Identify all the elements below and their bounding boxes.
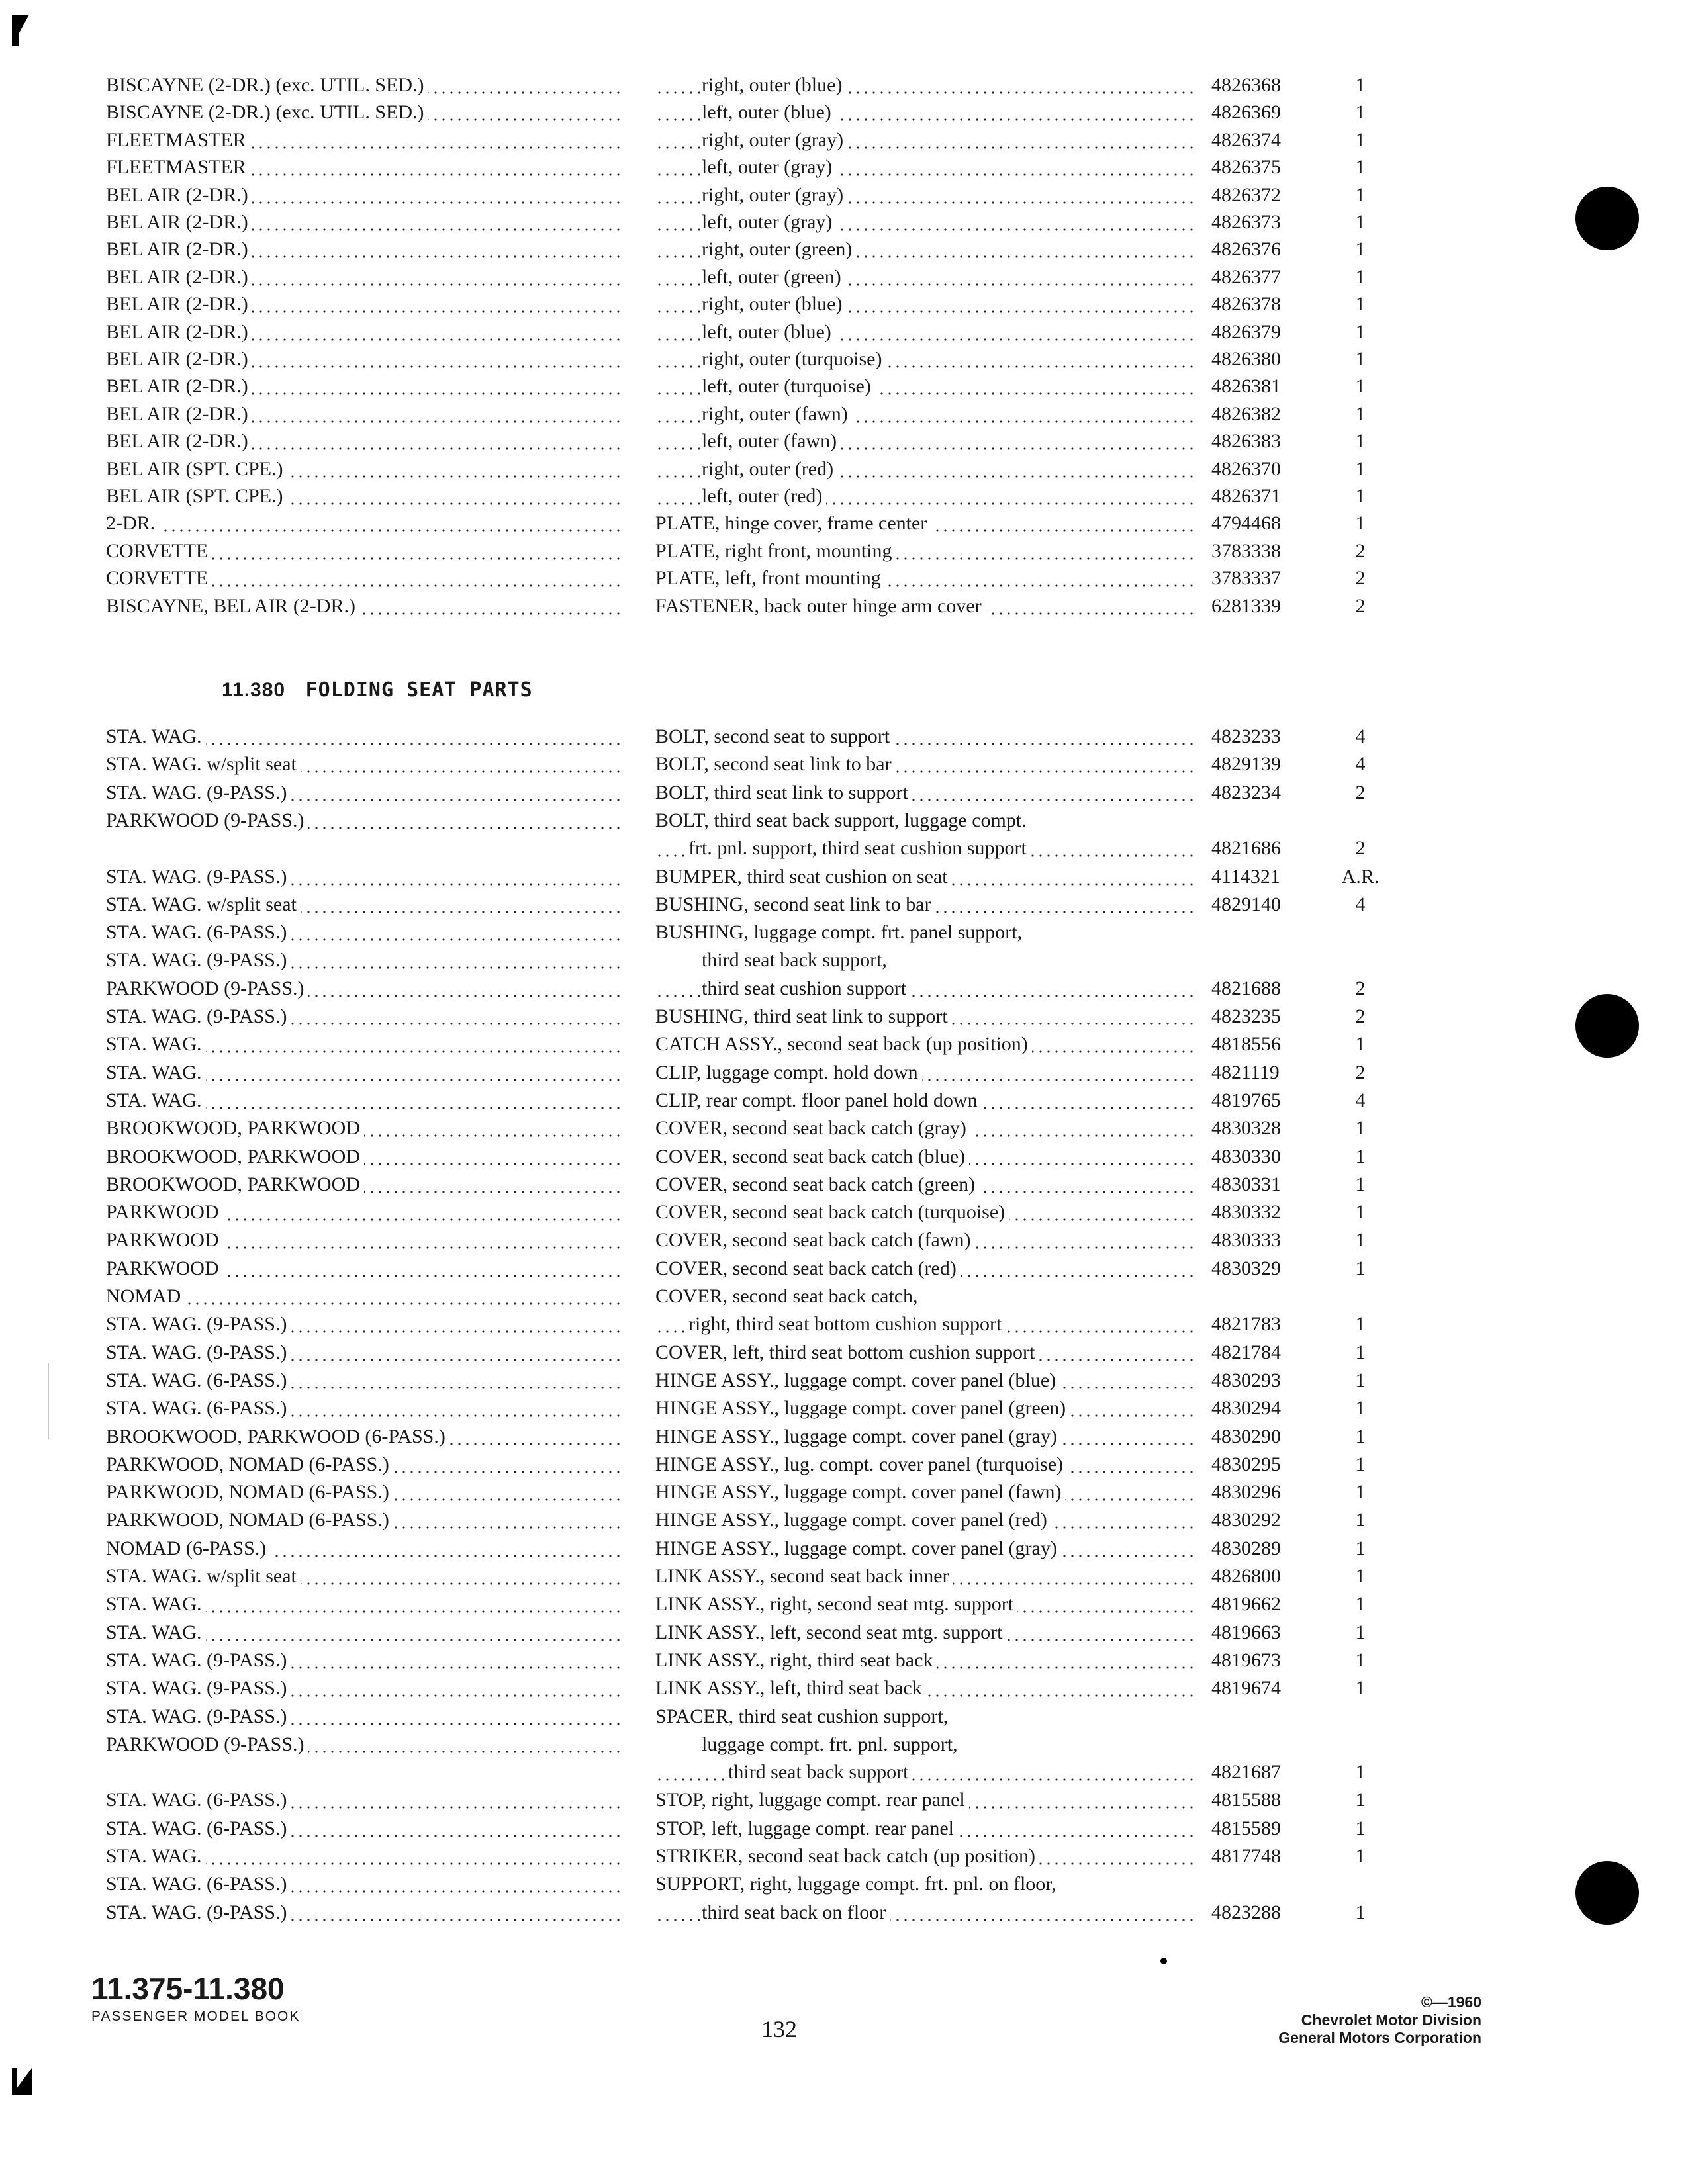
part-number-cell: 4819673 (1211, 1649, 1281, 1671)
page-number: 132 (761, 2016, 797, 2042)
description-cell: COVER, second seat back catch (fawn) (655, 1226, 1198, 1254)
model-cell: FLEETMASTER (106, 126, 622, 154)
quantity-cell: 1 (1355, 512, 1366, 535)
part-number-cell: 4826372 (1211, 183, 1281, 206)
model-cell: PARKWOOD, NOMAD (6-PASS.) (106, 1451, 622, 1479)
part-number-cell: 4826380 (1211, 348, 1281, 370)
description-cell: COVER, second seat back catch, (655, 1285, 918, 1307)
description-cell: HINGE ASSY., lug. compt. cover panel (turquoise) (655, 1451, 1198, 1479)
quantity-cell: 1 (1355, 430, 1366, 453)
quantity-cell: 2 (1355, 567, 1366, 590)
part-number-cell: 4815588 (1211, 1789, 1281, 1811)
quantity-cell: 1 (1355, 74, 1366, 96)
description-cell: STOP, left, luggage compt. rear panel (655, 1815, 1198, 1843)
quantity-cell: 4 (1355, 1089, 1366, 1111)
quantity-cell: 1 (1355, 238, 1366, 261)
description-cell: right, outer (green) (655, 236, 1198, 263)
part-number-cell: 4823288 (1211, 1901, 1281, 1923)
quantity-cell: 1 (1355, 128, 1366, 151)
part-number-cell: 4821119 (1211, 1061, 1280, 1083)
description-cell: left, outer (gray) (655, 208, 1198, 236)
quantity-cell: 4 (1355, 893, 1366, 915)
quantity-cell: 1 (1355, 1425, 1366, 1447)
description-cell: STRIKER, second seat back catch (up position) (655, 1843, 1198, 1870)
part-number-cell (1211, 1703, 1324, 1731)
quantity-cell (1331, 807, 1390, 835)
quantity-cell: A.R. (1341, 865, 1380, 887)
part-number-cell: 4823234 (1211, 781, 1281, 803)
description-cell: third seat back on floor (655, 1899, 1198, 1927)
description-cell: COVER, left, third seat bottom cushion support (655, 1339, 1198, 1367)
part-number-cell: 4826370 (1211, 457, 1281, 480)
description-cell: luggage compt. frt. pnl. support, (702, 1733, 958, 1755)
quantity-cell: 1 (1355, 485, 1366, 507)
quantity-cell (1331, 1283, 1390, 1310)
part-number-cell: 4821783 (1211, 1313, 1281, 1336)
quantity-cell: 1 (1355, 1537, 1366, 1559)
model-cell: STA. WAG. (9-PASS.) (106, 1674, 622, 1702)
quantity-cell: 1 (1355, 1397, 1366, 1420)
model-cell: STA. WAG. w/split seat (106, 751, 622, 778)
description-cell: COVER, second seat back catch (green) (655, 1171, 1198, 1199)
part-number-cell: 4826374 (1211, 128, 1281, 151)
model-cell: BEL AIR (2-DR.) (106, 291, 622, 318)
description-cell: right, outer (blue) (655, 291, 1198, 318)
part-number-cell: 6281339 (1211, 594, 1281, 617)
model-cell: BISCAYNE (2-DR.) (exc. UTIL. SED.) (106, 71, 622, 99)
quantity-cell: 2 (1355, 1005, 1366, 1027)
quantity-cell: 1 (1355, 375, 1366, 398)
model-cell: BEL AIR (2-DR.) (106, 428, 622, 455)
quantity-cell: 1 (1355, 457, 1366, 480)
model-cell: PARKWOOD (9-PASS.) (106, 1731, 622, 1758)
quantity-cell: 1 (1355, 101, 1366, 124)
quantity-cell: 1 (1355, 1033, 1366, 1056)
model-cell: BISCAYNE, BEL AIR (2-DR.) (106, 592, 622, 620)
description-cell: right, outer (turquoise) (655, 345, 1198, 373)
model-cell: STA. WAG. (6-PASS.) (106, 1367, 622, 1394)
description-cell: BUSHING, luggage compt. frt. panel support, (655, 921, 1023, 944)
quantity-cell: 1 (1355, 402, 1366, 425)
model-cell: BEL AIR (2-DR.) (106, 208, 622, 236)
quantity-cell: 1 (1355, 1761, 1366, 1784)
model-cell: STA. WAG. w/split seat (106, 1563, 622, 1590)
model-cell: BROOKWOOD, PARKWOOD (106, 1115, 622, 1142)
part-number-cell: 4830290 (1211, 1425, 1281, 1447)
quantity-cell: 1 (1355, 1201, 1366, 1224)
quantity-cell: 2 (1355, 594, 1366, 617)
model-cell: STA. WAG. (9-PASS.) (106, 1703, 622, 1731)
quantity-cell: 1 (1355, 320, 1366, 343)
part-number-cell: 4830289 (1211, 1537, 1281, 1559)
model-cell: BEL AIR (SPT. CPE.) (106, 455, 622, 483)
description-cell: left, outer (gray) (655, 154, 1198, 181)
part-number-cell: 4819765 (1211, 1089, 1281, 1111)
model-cell: PARKWOOD (106, 1255, 622, 1283)
description-cell: SPACER, third seat cushion support, (655, 1705, 949, 1727)
description-cell: left, outer (turquoise) (655, 373, 1198, 400)
description-cell: LINK ASSY., right, second seat mtg. support (655, 1590, 1198, 1618)
model-cell: FLEETMASTER (106, 154, 622, 181)
model-cell: STA. WAG. (9-PASS.) (106, 1339, 622, 1367)
footer-book-name: PASSENGER MODEL BOOK (91, 2009, 301, 2024)
quantity-cell: 2 (1355, 977, 1366, 999)
quantity-cell (1331, 946, 1390, 974)
description-cell: FASTENER, back outer hinge arm cover (655, 592, 1198, 620)
part-number-cell: 4830329 (1211, 1257, 1281, 1279)
part-number-cell: 4830296 (1211, 1481, 1281, 1504)
description-cell: BOLT, second seat link to bar (655, 751, 1198, 778)
model-cell: BEL AIR (2-DR.) (106, 373, 622, 400)
part-number-cell: 4830328 (1211, 1117, 1281, 1140)
description-cell: HINGE ASSY., luggage compt. cover panel (green) (655, 1394, 1198, 1422)
part-number-cell: 4826369 (1211, 101, 1281, 124)
model-cell: STA. WAG. (9-PASS.) (106, 1647, 622, 1674)
description-cell: HINGE ASSY., luggage compt. cover panel (red) (655, 1506, 1198, 1534)
model-cell: BEL AIR (2-DR.) (106, 318, 622, 346)
part-number-cell: 4821688 (1211, 977, 1281, 999)
quantity-cell: 1 (1355, 1593, 1366, 1615)
part-number-cell: 4829139 (1211, 753, 1281, 776)
part-number-cell: 4826376 (1211, 238, 1281, 261)
scan-scratch (48, 1363, 49, 1439)
model-cell: BROOKWOOD, PARKWOOD (106, 1143, 622, 1171)
model-cell: STA. WAG. (9-PASS.) (106, 946, 622, 974)
quantity-cell: 1 (1355, 1621, 1366, 1643)
part-number-cell: 3783338 (1211, 539, 1281, 562)
part-number-cell: 4830332 (1211, 1201, 1281, 1224)
model-cell: STA. WAG. (106, 1030, 622, 1058)
part-number-cell: 4826383 (1211, 430, 1281, 453)
description-cell: right, outer (gray) (655, 181, 1198, 209)
model-cell: PARKWOOD (9-PASS.) (106, 975, 622, 1003)
part-number-cell: 4819674 (1211, 1677, 1281, 1700)
model-cell: PARKWOOD (9-PASS.) (106, 807, 622, 835)
part-number-cell: 4817748 (1211, 1845, 1281, 1867)
model-cell: STA. WAG. (6-PASS.) (106, 919, 622, 946)
description-cell: frt. pnl. support, third seat cushion support (655, 835, 1198, 862)
part-number-cell: 4826377 (1211, 265, 1281, 288)
part-number-cell: 4830330 (1211, 1145, 1281, 1167)
quantity-cell: 1 (1355, 211, 1366, 233)
part-number-cell (1211, 1731, 1324, 1758)
registration-mark-bottom-left (12, 2068, 32, 2095)
part-number-cell (1211, 946, 1324, 974)
part-number-cell: 4821687 (1211, 1761, 1281, 1784)
description-cell: LINK ASSY., right, third seat back (655, 1647, 1198, 1674)
model-cell: STA. WAG. (106, 1087, 622, 1115)
part-number-cell: 4826379 (1211, 320, 1281, 343)
description-cell: right, outer (fawn) (655, 400, 1198, 428)
part-number-cell: 4819663 (1211, 1621, 1281, 1643)
part-number-cell: 4830293 (1211, 1369, 1281, 1391)
description-cell: COVER, second seat back catch (turquoise) (655, 1199, 1198, 1226)
quantity-cell: 1 (1355, 1453, 1366, 1475)
part-number-cell: 4815589 (1211, 1817, 1281, 1839)
description-cell: right, outer (blue) (655, 71, 1198, 99)
description-cell: left, outer (blue) (655, 99, 1198, 126)
part-number-cell: 4826382 (1211, 402, 1281, 425)
quantity-cell: 1 (1355, 1649, 1366, 1671)
model-cell: PARKWOOD, NOMAD (6-PASS.) (106, 1506, 622, 1534)
model-cell: STA. WAG. (9-PASS.) (106, 863, 622, 891)
copyright-division: Chevrolet Motor Division (1301, 2011, 1481, 2028)
model-cell: NOMAD (6-PASS.) (106, 1535, 622, 1563)
part-number-cell: 4114321 (1211, 865, 1280, 887)
description-cell: left, outer (fawn) (655, 428, 1198, 455)
description-cell: PLATE, right front, mounting (655, 537, 1198, 565)
model-cell: BEL AIR (2-DR.) (106, 400, 622, 428)
model-cell: 2-DR. (106, 510, 622, 537)
binder-hole-top (1575, 187, 1639, 250)
description-cell: BOLT, second seat to support (655, 723, 1198, 751)
description-cell: PLATE, hinge cover, frame center (655, 510, 1198, 537)
model-cell: NOMAD (106, 1283, 622, 1310)
model-cell: CORVETTE (106, 537, 622, 565)
description-cell: COVER, second seat back catch (gray) (655, 1115, 1198, 1142)
quantity-cell: 1 (1355, 1565, 1366, 1587)
quantity-cell: 1 (1355, 265, 1366, 288)
part-number-cell (1211, 1283, 1324, 1310)
binder-hole-bottom (1575, 1861, 1639, 1925)
description-cell: BOLT, third seat back support, luggage compt. (655, 809, 1027, 831)
model-cell: BROOKWOOD, PARKWOOD (6-PASS.) (106, 1423, 622, 1451)
model-cell: STA. WAG. (6-PASS.) (106, 1815, 622, 1843)
quantity-cell: 2 (1355, 539, 1366, 562)
part-number-cell: 4823235 (1211, 1005, 1281, 1027)
section-number: 11.380 (222, 679, 286, 701)
quantity-cell: 1 (1355, 1229, 1366, 1251)
quantity-cell: 1 (1355, 1509, 1366, 1531)
model-cell: STA. WAG. (106, 1059, 622, 1087)
quantity-cell: 1 (1355, 1145, 1366, 1167)
model-cell: STA. WAG. (106, 1843, 622, 1870)
print-speck (1160, 1958, 1167, 1964)
quantity-cell: 1 (1355, 1901, 1366, 1923)
model-cell: STA. WAG. (106, 1619, 622, 1647)
quantity-cell: 4 (1355, 753, 1366, 776)
quantity-cell: 4 (1355, 725, 1366, 747)
quantity-cell (1331, 919, 1390, 946)
part-number-cell: 4826381 (1211, 375, 1281, 398)
quantity-cell: 1 (1355, 1481, 1366, 1504)
part-number-cell: 4829140 (1211, 893, 1281, 915)
model-cell: STA. WAG. (106, 1590, 622, 1618)
description-cell: left, outer (blue) (655, 318, 1198, 346)
part-number-cell: 4830292 (1211, 1509, 1281, 1531)
description-cell: HINGE ASSY., luggage compt. cover panel (gray) (655, 1423, 1198, 1451)
description-cell: left, outer (green) (655, 263, 1198, 291)
model-cell: STA. WAG. (106, 723, 622, 751)
registration-mark-top-left (12, 15, 29, 46)
description-cell: right, third seat bottom cushion support (655, 1310, 1198, 1338)
quantity-cell: 1 (1355, 1845, 1366, 1867)
model-cell: BROOKWOOD, PARKWOOD (106, 1171, 622, 1199)
binder-hole-middle (1575, 994, 1639, 1058)
copyright-corporation: General Motors Corporation (1278, 2029, 1481, 2046)
description-cell: PLATE, left, front mounting (655, 565, 1198, 592)
quantity-cell: 1 (1355, 348, 1366, 370)
quantity-cell: 1 (1355, 1173, 1366, 1195)
quantity-cell: 1 (1355, 1313, 1366, 1336)
part-number-cell: 4821686 (1211, 837, 1281, 860)
part-number-cell: 4826368 (1211, 74, 1281, 96)
description-cell: CLIP, luggage compt. hold down (655, 1059, 1198, 1087)
quantity-cell: 1 (1355, 1789, 1366, 1811)
description-cell: HINGE ASSY., luggage compt. cover panel (fawn) (655, 1479, 1198, 1506)
description-cell: COVER, second seat back catch (blue) (655, 1143, 1198, 1171)
model-cell: STA. WAG. (9-PASS.) (106, 1899, 622, 1927)
model-cell: STA. WAG. (9-PASS.) (106, 1310, 622, 1338)
footer-section-code: 11.375-11.380 (91, 1972, 285, 2006)
model-cell: STA. WAG. (6-PASS.) (106, 1786, 622, 1814)
model-cell (106, 835, 622, 862)
description-cell: LINK ASSY., left, third seat back (655, 1674, 1198, 1702)
part-number-cell: 4826373 (1211, 211, 1281, 233)
quantity-cell (1331, 1703, 1390, 1731)
quantity-cell (1331, 1731, 1390, 1758)
part-number-cell: 4794468 (1211, 512, 1281, 535)
model-cell: BEL AIR (2-DR.) (106, 263, 622, 291)
part-number-cell (1211, 1870, 1324, 1898)
description-cell: HINGE ASSY., luggage compt. cover panel (blue) (655, 1367, 1198, 1394)
quantity-cell: 1 (1355, 1817, 1366, 1839)
model-cell: PARKWOOD (106, 1226, 622, 1254)
part-number-cell: 4826371 (1211, 485, 1281, 507)
description-cell: CATCH ASSY., second seat back (up position) (655, 1030, 1198, 1058)
part-number-cell: 4830331 (1211, 1173, 1281, 1195)
model-cell: CORVETTE (106, 565, 622, 592)
description-cell: BUSHING, third seat link to support (655, 1003, 1198, 1030)
quantity-cell: 2 (1355, 1061, 1366, 1083)
description-cell: SUPPORT, right, luggage compt. frt. pnl. on floor, (655, 1873, 1056, 1895)
model-cell: BEL AIR (2-DR.) (106, 236, 622, 263)
description-cell: right, outer (red) (655, 455, 1198, 483)
description-cell: third seat back support, (702, 949, 887, 972)
description-cell: CLIP, rear compt. floor panel hold down (655, 1087, 1198, 1115)
quantity-cell: 1 (1355, 1117, 1366, 1140)
part-number-cell: 4826375 (1211, 156, 1281, 179)
copyright-block (1278, 1993, 1481, 2047)
part-number-cell: 4818556 (1211, 1033, 1281, 1056)
model-cell: STA. WAG. w/split seat (106, 891, 622, 919)
description-cell: third seat cushion support (655, 975, 1198, 1003)
model-cell: STA. WAG. (6-PASS.) (106, 1870, 622, 1898)
quantity-cell: 1 (1355, 1369, 1366, 1391)
model-cell: BEL AIR (2-DR.) (106, 345, 622, 373)
quantity-cell (1331, 1870, 1390, 1898)
part-number-cell: 4823233 (1211, 725, 1281, 747)
model-cell: STA. WAG. (6-PASS.) (106, 1394, 622, 1422)
model-cell: BEL AIR (2-DR.) (106, 181, 622, 209)
description-cell: COVER, second seat back catch (red) (655, 1255, 1198, 1283)
quantity-cell: 1 (1355, 1677, 1366, 1700)
part-number-cell: 4830294 (1211, 1397, 1281, 1420)
description-cell: HINGE ASSY., luggage compt. cover panel (gray) (655, 1535, 1198, 1563)
quantity-cell: 1 (1355, 293, 1366, 316)
part-number-cell: 4830295 (1211, 1453, 1281, 1475)
part-number-cell: 4826800 (1211, 1565, 1281, 1587)
description-cell: right, outer (gray) (655, 126, 1198, 154)
model-cell (106, 1758, 622, 1786)
part-number-cell (1211, 807, 1324, 835)
description-cell: third seat back support (655, 1758, 1198, 1786)
description-cell: LINK ASSY., left, second seat mtg. support (655, 1619, 1198, 1647)
description-cell: LINK ASSY., second seat back inner (655, 1563, 1198, 1590)
section-heading (222, 678, 533, 702)
description-cell: STOP, right, luggage compt. rear panel (655, 1786, 1198, 1814)
quantity-cell: 1 (1355, 1341, 1366, 1363)
part-number-cell (1211, 919, 1324, 946)
model-cell: STA. WAG. (9-PASS.) (106, 1003, 622, 1030)
copyright-year: ©—1960 (1421, 1993, 1481, 2011)
quantity-cell: 2 (1355, 781, 1366, 803)
description-cell: left, outer (red) (655, 482, 1198, 510)
description-cell: BOLT, third seat link to support (655, 779, 1198, 807)
description-cell: BUMPER, third seat cushion on seat (655, 863, 1198, 891)
model-cell: BISCAYNE (2-DR.) (exc. UTIL. SED.) (106, 99, 622, 126)
model-cell: BEL AIR (SPT. CPE.) (106, 482, 622, 510)
quantity-cell: 2 (1355, 837, 1366, 860)
description-cell: BUSHING, second seat link to bar (655, 891, 1198, 919)
part-number-cell: 3783337 (1211, 567, 1281, 590)
model-cell: PARKWOOD, NOMAD (6-PASS.) (106, 1479, 622, 1506)
quantity-cell: 1 (1355, 156, 1366, 179)
part-number-cell: 4821784 (1211, 1341, 1281, 1363)
model-cell: STA. WAG. (9-PASS.) (106, 779, 622, 807)
quantity-cell: 1 (1355, 1257, 1366, 1279)
part-number-cell: 4830333 (1211, 1229, 1281, 1251)
part-number-cell: 4819662 (1211, 1593, 1281, 1615)
model-cell: PARKWOOD (106, 1199, 622, 1226)
section-title: FOLDING SEAT PARTS (305, 678, 533, 702)
part-number-cell: 4826378 (1211, 293, 1281, 316)
quantity-cell: 1 (1355, 183, 1366, 206)
